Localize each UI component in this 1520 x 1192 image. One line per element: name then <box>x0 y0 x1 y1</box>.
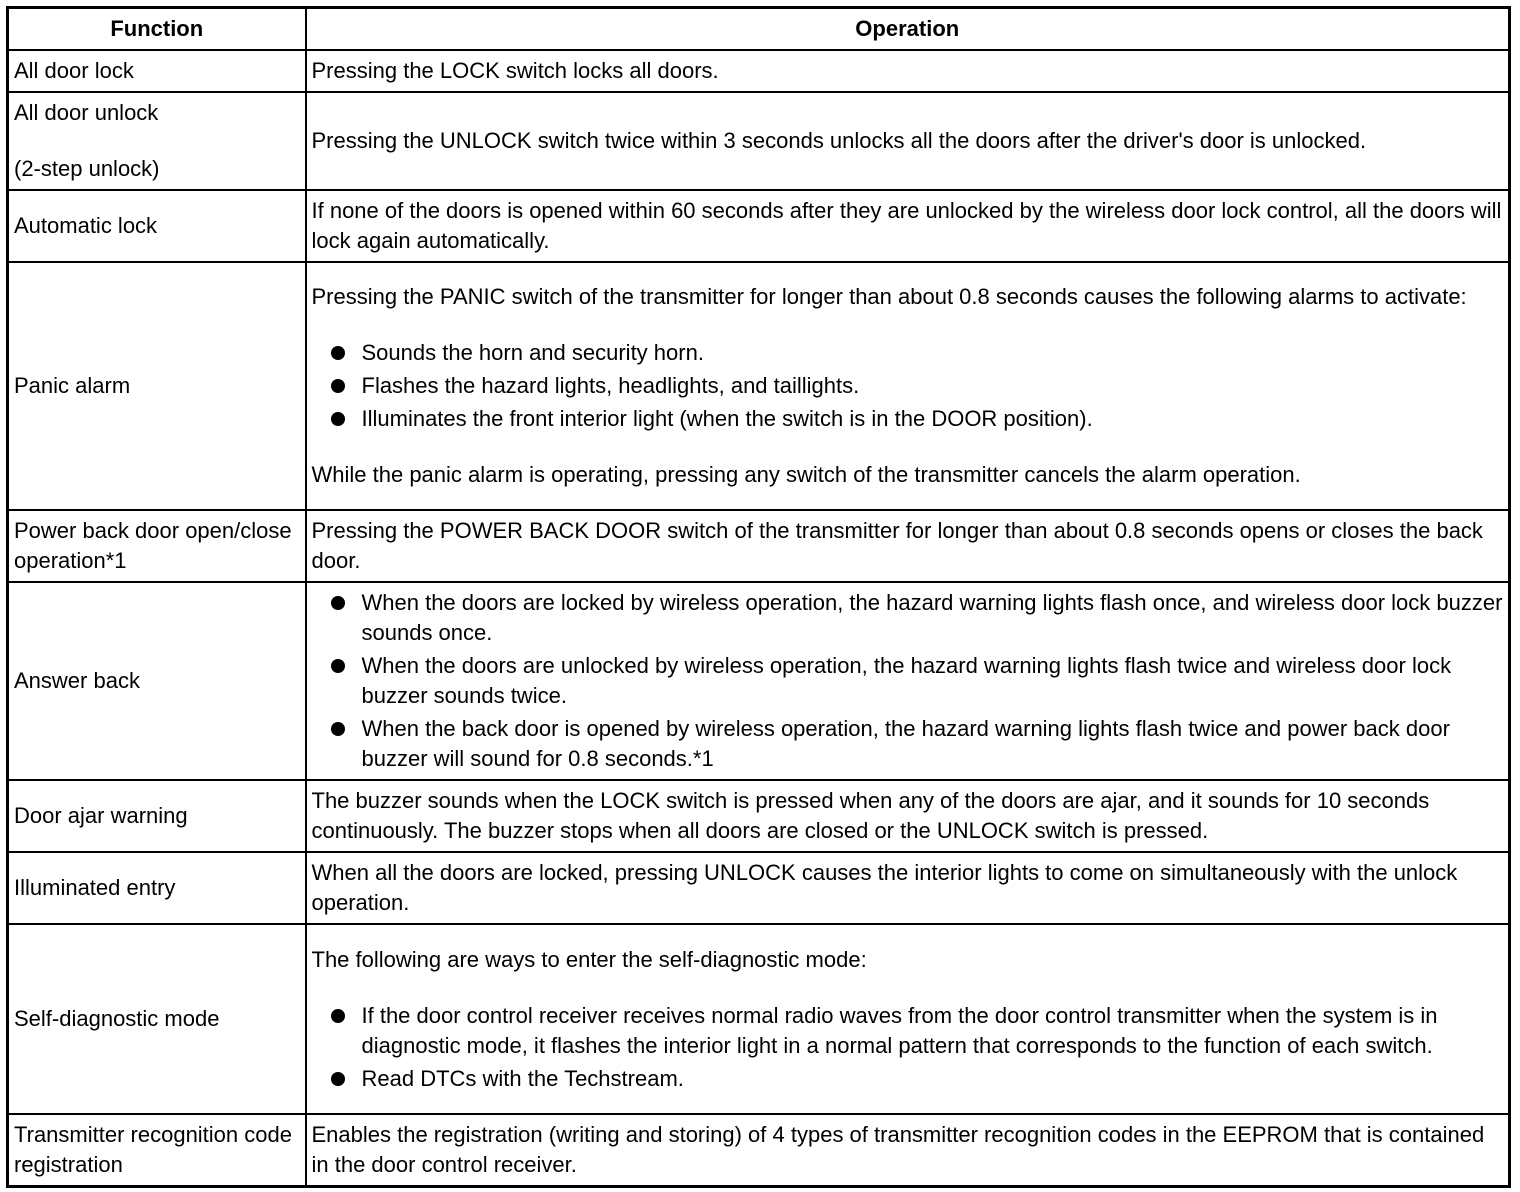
function-cell: Automatic lock <box>8 190 306 262</box>
table-row <box>8 510 1510 582</box>
operation-intro: Pressing the PANIC switch of the transmitter for longer than about 0.8 seconds causes the following alarms to activate: <box>311 284 1467 309</box>
bullet-icon <box>331 346 345 360</box>
bullet-icon <box>331 722 345 736</box>
list-item: Sounds the horn and security horn. <box>312 338 1504 368</box>
function-cell <box>8 92 306 190</box>
bullet-list <box>312 588 1504 774</box>
header-operation: Operation <box>306 8 1510 51</box>
list-item: Illuminates the front interior light (when the switch is in the DOOR position). <box>312 404 1504 434</box>
function-cell: Door ajar warning <box>8 780 306 852</box>
header-row <box>8 8 1510 51</box>
table-row <box>8 262 1510 510</box>
table-row <box>8 852 1510 924</box>
bullet-icon <box>331 1009 345 1023</box>
table-row <box>8 1114 1510 1186</box>
bullet-icon <box>331 1072 345 1086</box>
function-cell: Self-diagnostic mode <box>8 924 306 1114</box>
list-item: Read DTCs with the Techstream. <box>312 1064 1504 1094</box>
function-cell: Answer back <box>8 582 306 780</box>
function-cell: All door lock <box>8 50 306 92</box>
list-item: Flashes the hazard lights, headlights, and taillights. <box>312 371 1504 401</box>
operation-cell: The buzzer sounds when the LOCK switch is pressed when any of the doors are ajar, and it sounds for 10 seconds continuously. The buzzer stops when all doors are closed or the UNLOCK switch is pressed. <box>306 780 1510 852</box>
operation-cell <box>306 924 1510 1114</box>
table-row <box>8 780 1510 852</box>
bullet-icon <box>331 379 345 393</box>
operation-cell: Pressing the UNLOCK switch twice within 3 seconds unlocks all the doors after the driver's door is unlocked. <box>306 92 1510 190</box>
operation-cell: Pressing the POWER BACK DOOR switch of the transmitter for longer than about 0.8 seconds opens or closes the back door. <box>306 510 1510 582</box>
function-cell: Panic alarm <box>8 262 306 510</box>
table-row <box>8 582 1510 780</box>
operation-outro: While the panic alarm is operating, pressing any switch of the transmitter cancels the alarm operation. <box>311 462 1301 487</box>
operation-cell <box>306 582 1510 780</box>
function-cell: Illuminated entry <box>8 852 306 924</box>
table-row <box>8 190 1510 262</box>
operation-cell <box>306 262 1510 510</box>
operation-cell: When all the doors are locked, pressing UNLOCK causes the interior lights to come on simultaneously with the unlock operation. <box>306 852 1510 924</box>
bullet-list <box>312 1001 1504 1094</box>
function-line: All door unlock <box>14 100 159 125</box>
bullet-icon <box>331 659 345 673</box>
bullet-icon <box>331 412 345 426</box>
table-row <box>8 50 1510 92</box>
function-cell: Power back door open/close operation*1 <box>8 510 306 582</box>
operation-cell: If none of the doors is opened within 60 seconds after they are unlocked by the wireless door lock control, all the doors will lock again automatically. <box>306 190 1510 262</box>
table-row <box>8 924 1510 1114</box>
function-line: (2-step unlock) <box>14 156 160 181</box>
list-item: If the door control receiver receives normal radio waves from the door control transmitter when the system is in diagnostic mode, it flashes the interior light in a normal pattern that corresponds to the function of each switch. <box>312 1001 1504 1061</box>
bullet-list <box>312 338 1504 434</box>
function-operation-table <box>6 6 1511 1188</box>
list-item: When the back door is opened by wireless operation, the hazard warning lights flash twice and power back door buzzer will sound for 0.8 seconds.*1 <box>312 714 1504 774</box>
operation-intro: The following are ways to enter the self-diagnostic mode: <box>311 946 867 972</box>
bullet-icon <box>331 596 345 610</box>
function-cell: Transmitter recognition code registration <box>8 1114 306 1186</box>
table-row <box>8 92 1510 190</box>
list-item: When the doors are unlocked by wireless operation, the hazard warning lights flash twice and wireless door lock buzzer sounds twice. <box>312 651 1504 711</box>
list-item: When the doors are locked by wireless operation, the hazard warning lights flash once, and wireless door lock buzzer sounds once. <box>312 588 1504 648</box>
operation-cell: Enables the registration (writing and storing) of 4 types of transmitter recognition codes in the EEPROM that is contained in the door control receiver. <box>306 1114 1510 1186</box>
operation-cell: Pressing the LOCK switch locks all doors. <box>306 50 1510 92</box>
header-function: Function <box>8 8 306 51</box>
